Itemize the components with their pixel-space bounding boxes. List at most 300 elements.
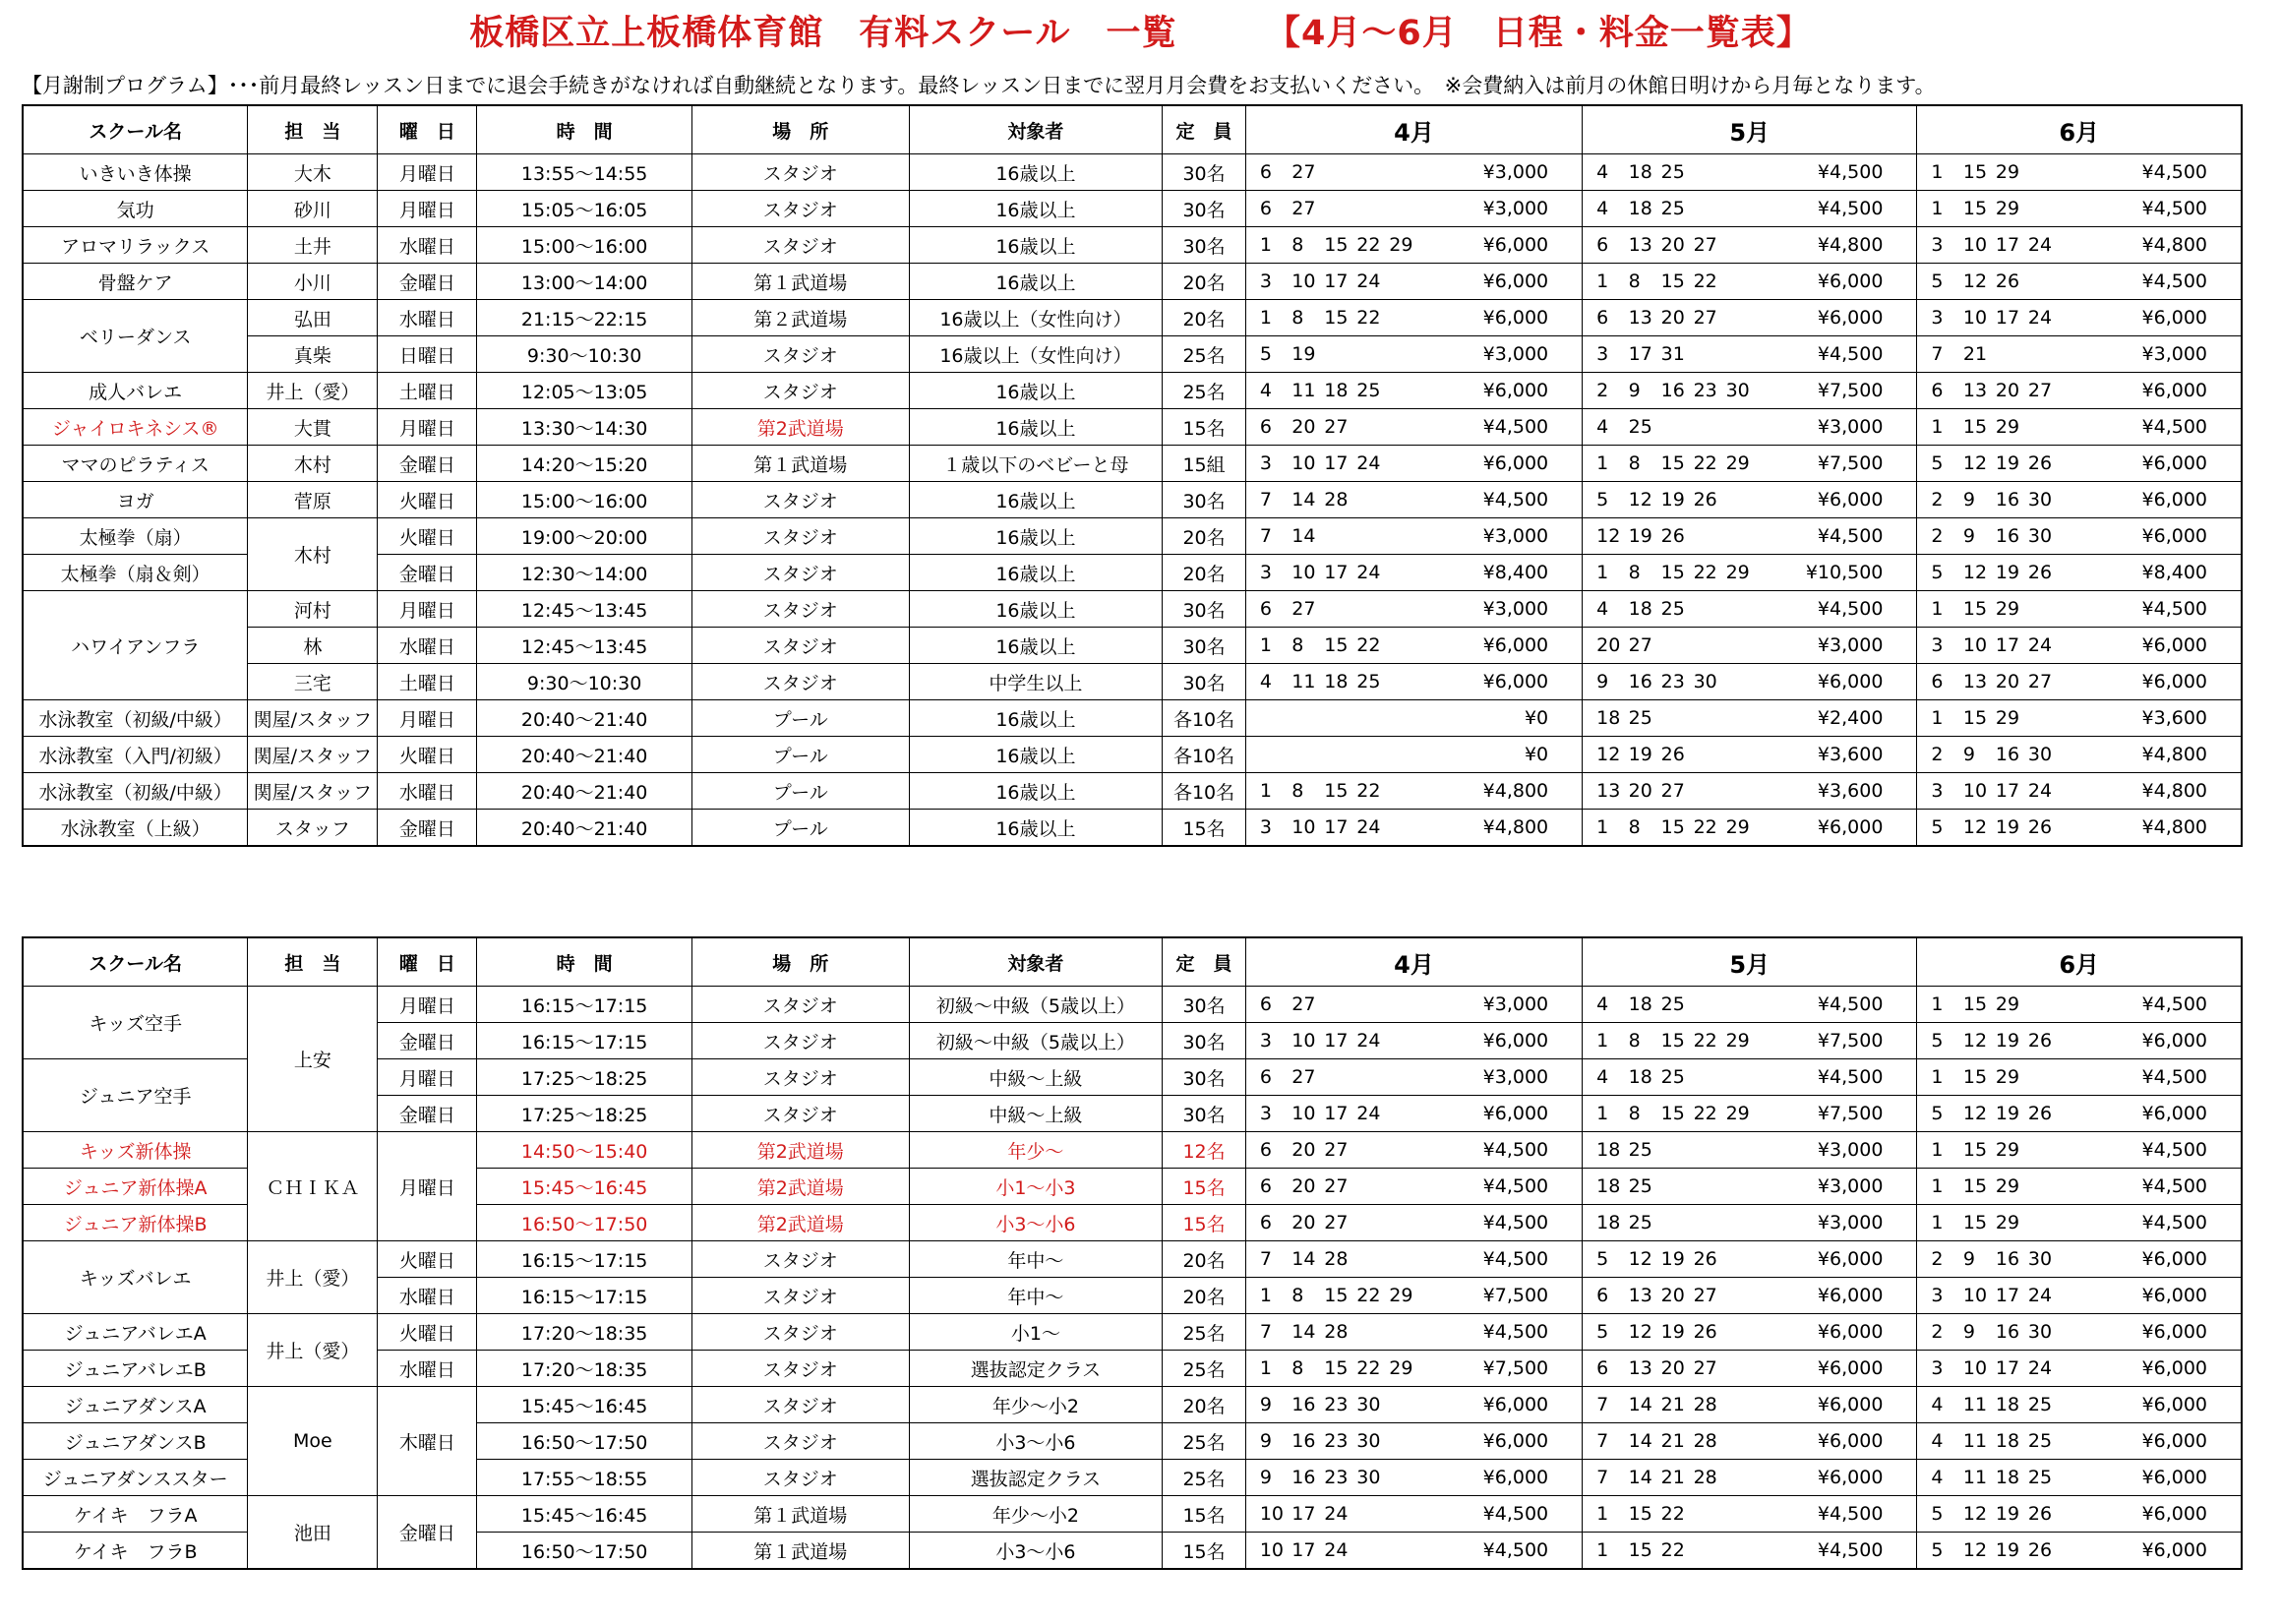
june-date-cell xyxy=(2047,1205,2079,1241)
place-cell: スタジオ xyxy=(691,1351,909,1387)
june-date-cell: 6 xyxy=(1917,664,1950,700)
time-cell: 16:15～17:15 xyxy=(477,1023,692,1059)
day-cell: 水曜日 xyxy=(378,1351,477,1387)
target-cell: 年少～小2 xyxy=(909,1387,1163,1423)
may-fee-cell: ¥6,000 xyxy=(1745,1314,1917,1351)
place-cell: 第２武道場 xyxy=(691,300,909,336)
time-cell: 19:00～20:00 xyxy=(477,518,692,555)
april-date-cell: 25 xyxy=(1343,373,1375,409)
june-date-cell: 11 xyxy=(1950,1460,1982,1496)
june-date-cell: 9 xyxy=(1950,1241,1982,1278)
april-fee-cell: ¥3,000 xyxy=(1408,591,1582,628)
capacity-cell: 12名 xyxy=(1163,1132,1246,1169)
may-date-cell: 7 xyxy=(1583,1460,1615,1496)
april-date-cell: 15 xyxy=(1310,300,1343,336)
june-fee-cell: ¥6,000 xyxy=(2079,1533,2242,1570)
capacity-cell: 25名 xyxy=(1163,1423,1246,1460)
april-date-cell: 18 xyxy=(1310,373,1343,409)
june-date-cell: 4 xyxy=(1917,1460,1950,1496)
april-date-cell xyxy=(1278,700,1310,737)
day-cell: 水曜日 xyxy=(378,628,477,664)
june-date-cell: 6 xyxy=(1917,373,1950,409)
may-date-cell: 12 xyxy=(1615,1241,1648,1278)
may-date-cell: 20 xyxy=(1583,628,1615,664)
april-date-cell xyxy=(1375,591,1408,628)
may-date-cell: 14 xyxy=(1615,1460,1648,1496)
june-date-cell: 30 xyxy=(2014,1241,2047,1278)
school-name-cell: ジュニアダンススター xyxy=(23,1460,248,1496)
may-date-cell: 13 xyxy=(1615,300,1648,336)
april-date-cell xyxy=(1375,409,1408,446)
april-fee-cell: ¥3,000 xyxy=(1408,191,1582,227)
april-date-cell: 15 xyxy=(1310,227,1343,264)
june-fee-cell: ¥6,000 xyxy=(2079,1460,2242,1496)
april-fee-cell: ¥4,500 xyxy=(1408,1205,1582,1241)
june-fee-cell: ¥4,800 xyxy=(2079,810,2242,847)
april-date-cell: 24 xyxy=(1343,264,1375,300)
teacher-cell: 木村 xyxy=(248,446,378,482)
place-cell: スタジオ xyxy=(691,591,909,628)
june-fee-cell: ¥6,000 xyxy=(2079,1023,2242,1059)
june-date-cell: 30 xyxy=(2014,1314,2047,1351)
june-date-cell: 5 xyxy=(1917,1533,1950,1570)
june-date-cell: 16 xyxy=(1982,518,2014,555)
place-cell: プール xyxy=(691,700,909,737)
capacity-cell: 各10名 xyxy=(1163,737,1246,773)
header-teacher: 担 当 xyxy=(248,937,378,987)
may-date-cell: 8 xyxy=(1615,1096,1648,1132)
april-date-cell: 10 xyxy=(1245,1533,1278,1570)
june-fee-cell: ¥3,600 xyxy=(2079,700,2242,737)
may-fee-cell: ¥3,000 xyxy=(1745,1132,1917,1169)
april-date-cell: 15 xyxy=(1310,628,1343,664)
may-date-cell: 25 xyxy=(1615,409,1648,446)
target-cell: 16歳以上 xyxy=(909,227,1163,264)
table-row xyxy=(23,1132,2242,1169)
april-date-cell: 17 xyxy=(1310,810,1343,847)
place-cell: スタジオ xyxy=(691,555,909,591)
april-fee-cell: ¥6,000 xyxy=(1408,1023,1582,1059)
june-date-cell: 20 xyxy=(1982,664,2014,700)
june-date-cell: 1 xyxy=(1917,1205,1950,1241)
april-date-cell: 24 xyxy=(1343,446,1375,482)
may-date-cell: 29 xyxy=(1712,1096,1745,1132)
june-fee-cell: ¥8,400 xyxy=(2079,555,2242,591)
june-date-cell: 5 xyxy=(1917,1496,1950,1533)
target-cell: 小1～小3 xyxy=(909,1169,1163,1205)
april-date-cell xyxy=(1375,737,1408,773)
may-date-cell: 22 xyxy=(1680,1096,1712,1132)
capacity-cell: 25名 xyxy=(1163,1460,1246,1496)
may-date-cell xyxy=(1712,191,1745,227)
june-date-cell: 3 xyxy=(1917,628,1950,664)
may-date-cell: 15 xyxy=(1648,555,1680,591)
time-cell: 15:45～16:45 xyxy=(477,1169,692,1205)
may-fee-cell: ¥6,000 xyxy=(1745,1387,1917,1423)
target-cell: 選抜認定クラス xyxy=(909,1351,1163,1387)
june-fee-cell: ¥3,000 xyxy=(2079,336,2242,373)
time-cell: 20:40～21:40 xyxy=(477,810,692,847)
table-row xyxy=(23,446,2242,482)
june-date-cell: 10 xyxy=(1950,773,1982,810)
june-date-cell xyxy=(2047,154,2079,191)
school-name-cell: キッズ空手 xyxy=(23,987,248,1059)
june-date-cell: 1 xyxy=(1917,1132,1950,1169)
may-date-cell: 12 xyxy=(1583,518,1615,555)
target-cell: 小3～小6 xyxy=(909,1205,1163,1241)
june-date-cell: 29 xyxy=(1982,154,2014,191)
may-date-cell: 18 xyxy=(1583,700,1615,737)
june-fee-cell: ¥6,000 xyxy=(2079,518,2242,555)
target-cell: 中級～上級 xyxy=(909,1059,1163,1096)
capacity-cell: 各10名 xyxy=(1163,773,1246,810)
teacher-cell: 関屋/スタッフ xyxy=(248,737,378,773)
june-date-cell: 12 xyxy=(1950,1533,1982,1570)
june-date-cell: 12 xyxy=(1950,1496,1982,1533)
may-date-cell xyxy=(1712,1132,1745,1169)
may-date-cell xyxy=(1712,987,1745,1023)
place-cell: 第１武道場 xyxy=(691,446,909,482)
may-fee-cell: ¥3,000 xyxy=(1745,409,1917,446)
june-fee-cell: ¥6,000 xyxy=(2079,1423,2242,1460)
may-date-cell: 18 xyxy=(1615,154,1648,191)
may-date-cell: 26 xyxy=(1680,1241,1712,1278)
place-cell: スタジオ xyxy=(691,227,909,264)
april-fee-cell: ¥4,500 xyxy=(1408,1314,1582,1351)
june-date-cell xyxy=(2047,191,2079,227)
april-fee-cell: ¥6,000 xyxy=(1408,1096,1582,1132)
june-date-cell: 19 xyxy=(1982,1096,2014,1132)
may-date-cell: 16 xyxy=(1615,664,1648,700)
may-date-cell: 30 xyxy=(1712,373,1745,409)
april-date-cell: 11 xyxy=(1278,664,1310,700)
april-date-cell xyxy=(1310,700,1343,737)
may-date-cell xyxy=(1680,409,1712,446)
may-date-cell: 5 xyxy=(1583,1241,1615,1278)
june-date-cell: 18 xyxy=(1982,1387,2014,1423)
target-cell: 初級～中級（5歳以上） xyxy=(909,987,1163,1023)
may-date-cell: 15 xyxy=(1615,1533,1648,1570)
june-date-cell: 15 xyxy=(1950,1132,1982,1169)
april-date-cell: 20 xyxy=(1278,1132,1310,1169)
june-fee-cell: ¥4,500 xyxy=(2079,154,2242,191)
target-cell: 小3～小6 xyxy=(909,1533,1163,1570)
june-date-cell: 24 xyxy=(2014,773,2047,810)
time-cell: 21:15～22:15 xyxy=(477,300,692,336)
may-date-cell: 7 xyxy=(1583,1423,1615,1460)
april-date-cell: 8 xyxy=(1278,628,1310,664)
april-fee-cell: ¥7,500 xyxy=(1408,1351,1582,1387)
school-name-cell: 骨盤ケア xyxy=(23,264,248,300)
june-fee-cell: ¥4,500 xyxy=(2079,1059,2242,1096)
april-date-cell: 17 xyxy=(1310,1023,1343,1059)
april-date-cell: 15 xyxy=(1310,773,1343,810)
june-date-cell: 2 xyxy=(1917,482,1950,518)
place-cell: スタジオ xyxy=(691,191,909,227)
place-cell: スタジオ xyxy=(691,1314,909,1351)
june-date-cell: 29 xyxy=(1982,1205,2014,1241)
time-cell: 14:20～15:20 xyxy=(477,446,692,482)
may-fee-cell: ¥3,000 xyxy=(1745,1205,1917,1241)
time-cell: 17:20～18:35 xyxy=(477,1351,692,1387)
time-cell: 13:30～14:30 xyxy=(477,409,692,446)
may-date-cell: 5 xyxy=(1583,1314,1615,1351)
june-date-cell: 24 xyxy=(2014,1278,2047,1314)
june-date-cell xyxy=(2047,409,2079,446)
school-name-cell: 水泳教室（入門/初級） xyxy=(23,737,248,773)
april-date-cell: 30 xyxy=(1343,1460,1375,1496)
school-name-cell: 水泳教室（上級） xyxy=(23,810,248,847)
june-date-cell: 30 xyxy=(2014,737,2047,773)
april-fee-cell: ¥4,800 xyxy=(1408,810,1582,847)
april-date-cell: 28 xyxy=(1310,482,1343,518)
time-cell: 17:55～18:55 xyxy=(477,1460,692,1496)
school-name-cell: 水泳教室（初級/中級） xyxy=(23,700,248,737)
april-date-cell: 24 xyxy=(1310,1496,1343,1533)
table-row xyxy=(23,1314,2242,1351)
april-date-cell: 27 xyxy=(1310,1169,1343,1205)
may-fee-cell: ¥4,500 xyxy=(1745,591,1917,628)
june-fee-cell: ¥6,000 xyxy=(2079,1314,2242,1351)
june-date-cell xyxy=(2047,987,2079,1023)
april-date-cell: 22 xyxy=(1343,1278,1375,1314)
target-cell: 年中～ xyxy=(909,1278,1163,1314)
place-cell: 第１武道場 xyxy=(691,1496,909,1533)
april-fee-cell: ¥0 xyxy=(1408,700,1582,737)
time-cell: 14:50～15:40 xyxy=(477,1132,692,1169)
april-fee-cell: ¥6,000 xyxy=(1408,1423,1582,1460)
may-fee-cell: ¥6,000 xyxy=(1745,482,1917,518)
april-date-cell: 3 xyxy=(1245,810,1278,847)
june-date-cell: 3 xyxy=(1917,227,1950,264)
june-date-cell: 12 xyxy=(1950,1096,1982,1132)
april-date-cell: 17 xyxy=(1310,446,1343,482)
schedule-table-kids xyxy=(22,936,2243,1570)
april-date-cell: 17 xyxy=(1310,1096,1343,1132)
capacity-cell: 30名 xyxy=(1163,482,1246,518)
june-date-cell: 16 xyxy=(1982,1314,2014,1351)
june-date-cell: 9 xyxy=(1950,518,1982,555)
april-date-cell: 17 xyxy=(1310,264,1343,300)
day-cell: 水曜日 xyxy=(378,227,477,264)
april-date-cell: 6 xyxy=(1245,591,1278,628)
may-date-cell: 18 xyxy=(1615,987,1648,1023)
june-date-cell: 17 xyxy=(1982,300,2014,336)
april-date-cell xyxy=(1343,591,1375,628)
april-fee-cell: ¥6,000 xyxy=(1408,1460,1582,1496)
april-date-cell: 27 xyxy=(1310,1205,1343,1241)
school-name-cell: ジュニアバレエA xyxy=(23,1314,248,1351)
may-date-cell: 18 xyxy=(1583,1169,1615,1205)
day-cell: 月曜日 xyxy=(378,1059,477,1096)
june-fee-cell: ¥4,500 xyxy=(2079,191,2242,227)
school-name-cell: 太極拳（扇） xyxy=(23,518,248,555)
may-fee-cell: ¥7,500 xyxy=(1745,1023,1917,1059)
june-fee-cell: ¥4,800 xyxy=(2079,773,2242,810)
may-date-cell: 3 xyxy=(1583,336,1615,373)
may-date-cell: 27 xyxy=(1648,773,1680,810)
may-date-cell: 18 xyxy=(1583,1205,1615,1241)
april-date-cell xyxy=(1245,700,1278,737)
june-date-cell: 1 xyxy=(1917,987,1950,1023)
teacher-cell: 土井 xyxy=(248,227,378,264)
capacity-cell: 20名 xyxy=(1163,264,1246,300)
teacher-cell: Moe xyxy=(248,1387,378,1496)
april-date-cell: 3 xyxy=(1245,1023,1278,1059)
april-fee-cell: ¥4,500 xyxy=(1408,1496,1582,1533)
april-date-cell: 15 xyxy=(1310,1278,1343,1314)
may-date-cell: 15 xyxy=(1648,810,1680,847)
june-date-cell: 13 xyxy=(1950,373,1982,409)
may-fee-cell: ¥3,600 xyxy=(1745,737,1917,773)
may-date-cell xyxy=(1680,628,1712,664)
june-date-cell: 1 xyxy=(1917,154,1950,191)
may-fee-cell: ¥7,500 xyxy=(1745,1096,1917,1132)
day-cell: 水曜日 xyxy=(378,1278,477,1314)
april-date-cell xyxy=(1343,154,1375,191)
may-date-cell: 22 xyxy=(1648,1496,1680,1533)
header-april: 4月 xyxy=(1245,105,1582,154)
april-date-cell: 10 xyxy=(1278,810,1310,847)
april-date-cell: 25 xyxy=(1343,664,1375,700)
april-date-cell: 14 xyxy=(1278,1241,1310,1278)
may-date-cell xyxy=(1680,700,1712,737)
header-capacity: 定 員 xyxy=(1163,105,1246,154)
target-cell: 初級～中級（5歳以上） xyxy=(909,1023,1163,1059)
april-date-cell: 1 xyxy=(1245,300,1278,336)
june-date-cell: 2 xyxy=(1917,518,1950,555)
place-cell: スタジオ xyxy=(691,154,909,191)
may-date-cell: 8 xyxy=(1615,810,1648,847)
april-date-cell: 7 xyxy=(1245,518,1278,555)
target-cell: 年少～小2 xyxy=(909,1496,1163,1533)
april-date-cell xyxy=(1375,1132,1408,1169)
capacity-cell: 25名 xyxy=(1163,373,1246,409)
june-date-cell: 4 xyxy=(1917,1423,1950,1460)
april-date-cell: 3 xyxy=(1245,446,1278,482)
table-row xyxy=(23,773,2242,810)
june-date-cell: 24 xyxy=(2014,227,2047,264)
teacher-cell: 真柴 xyxy=(248,336,378,373)
time-cell: 12:45～13:45 xyxy=(477,591,692,628)
header-april: 4月 xyxy=(1245,937,1582,987)
may-date-cell: 1 xyxy=(1583,1096,1615,1132)
june-date-cell: 15 xyxy=(1950,409,1982,446)
june-date-cell xyxy=(2047,264,2079,300)
may-fee-cell: ¥4,500 xyxy=(1745,987,1917,1023)
school-name-cell: ベリーダンス xyxy=(23,300,248,373)
april-fee-cell: ¥6,000 xyxy=(1408,664,1582,700)
may-fee-cell: ¥6,000 xyxy=(1745,1460,1917,1496)
june-fee-cell: ¥6,000 xyxy=(2079,1096,2242,1132)
june-date-cell: 26 xyxy=(2014,446,2047,482)
april-date-cell xyxy=(1375,154,1408,191)
april-date-cell: 5 xyxy=(1245,336,1278,373)
target-cell: 小3～小6 xyxy=(909,1423,1163,1460)
june-date-cell xyxy=(2047,1059,2079,1096)
june-date-cell: 29 xyxy=(1982,1132,2014,1169)
school-name-cell: アロマリラックス xyxy=(23,227,248,264)
may-date-cell: 25 xyxy=(1648,1059,1680,1096)
place-cell: スタジオ xyxy=(691,336,909,373)
header-day: 曜 日 xyxy=(378,937,477,987)
day-cell: 金曜日 xyxy=(378,1496,477,1570)
target-cell: 16歳以上 xyxy=(909,810,1163,847)
may-date-cell: 31 xyxy=(1648,336,1680,373)
june-date-cell: 15 xyxy=(1950,154,1982,191)
may-date-cell: 7 xyxy=(1583,1387,1615,1423)
june-date-cell: 12 xyxy=(1950,264,1982,300)
capacity-cell: 15名 xyxy=(1163,1533,1246,1570)
may-date-cell: 25 xyxy=(1615,700,1648,737)
june-date-cell: 17 xyxy=(1982,1278,2014,1314)
capacity-cell: 15名 xyxy=(1163,1205,1246,1241)
june-fee-cell: ¥6,000 xyxy=(2079,1496,2242,1533)
day-cell: 月曜日 xyxy=(378,154,477,191)
april-date-cell xyxy=(1310,737,1343,773)
june-date-cell: 29 xyxy=(1982,1169,2014,1205)
june-date-cell: 29 xyxy=(1982,700,2014,737)
day-cell: 火曜日 xyxy=(378,1241,477,1278)
june-date-cell: 10 xyxy=(1950,1351,1982,1387)
april-date-cell: 1 xyxy=(1245,773,1278,810)
may-fee-cell: ¥4,500 xyxy=(1745,1533,1917,1570)
june-date-cell: 25 xyxy=(2014,1387,2047,1423)
capacity-cell: 各10名 xyxy=(1163,700,1246,737)
june-fee-cell: ¥6,000 xyxy=(2079,1278,2242,1314)
capacity-cell: 20名 xyxy=(1163,1241,1246,1278)
april-fee-cell: ¥3,000 xyxy=(1408,518,1582,555)
may-date-cell xyxy=(1712,336,1745,373)
may-fee-cell: ¥7,500 xyxy=(1745,373,1917,409)
april-fee-cell: ¥3,000 xyxy=(1408,336,1582,373)
june-date-cell: 27 xyxy=(2014,664,2047,700)
day-cell: 金曜日 xyxy=(378,446,477,482)
capacity-cell: 30名 xyxy=(1163,591,1246,628)
april-date-cell xyxy=(1375,336,1408,373)
april-fee-cell: ¥3,000 xyxy=(1408,987,1582,1023)
april-date-cell: 16 xyxy=(1278,1423,1310,1460)
target-cell: 年中～ xyxy=(909,1241,1163,1278)
may-date-cell: 25 xyxy=(1648,591,1680,628)
june-date-cell: 11 xyxy=(1950,1423,1982,1460)
table-row xyxy=(23,336,2242,373)
june-date-cell: 15 xyxy=(1950,591,1982,628)
day-cell: 土曜日 xyxy=(378,373,477,409)
june-fee-cell: ¥6,000 xyxy=(2079,664,2242,700)
header-june: 6月 xyxy=(1917,105,2242,154)
may-date-cell xyxy=(1712,1205,1745,1241)
may-fee-cell: ¥7,500 xyxy=(1745,446,1917,482)
april-date-cell: 30 xyxy=(1343,1387,1375,1423)
teacher-cell: 井上（愛） xyxy=(248,1314,378,1387)
may-date-cell: 25 xyxy=(1615,1132,1648,1169)
teacher-cell: 関屋/スタッフ xyxy=(248,773,378,810)
june-date-cell: 15 xyxy=(1950,1205,1982,1241)
june-fee-cell: ¥4,500 xyxy=(2079,987,2242,1023)
june-date-cell: 15 xyxy=(1950,1059,1982,1096)
april-date-cell: 10 xyxy=(1278,446,1310,482)
target-cell: 16歳以上 xyxy=(909,373,1163,409)
may-date-cell xyxy=(1712,737,1745,773)
may-date-cell: 22 xyxy=(1680,1023,1712,1059)
june-date-cell: 5 xyxy=(1917,1096,1950,1132)
may-date-cell: 25 xyxy=(1648,987,1680,1023)
may-date-cell: 15 xyxy=(1648,446,1680,482)
capacity-cell: 20名 xyxy=(1163,555,1246,591)
june-date-cell: 30 xyxy=(2014,482,2047,518)
may-fee-cell: ¥2,400 xyxy=(1745,700,1917,737)
